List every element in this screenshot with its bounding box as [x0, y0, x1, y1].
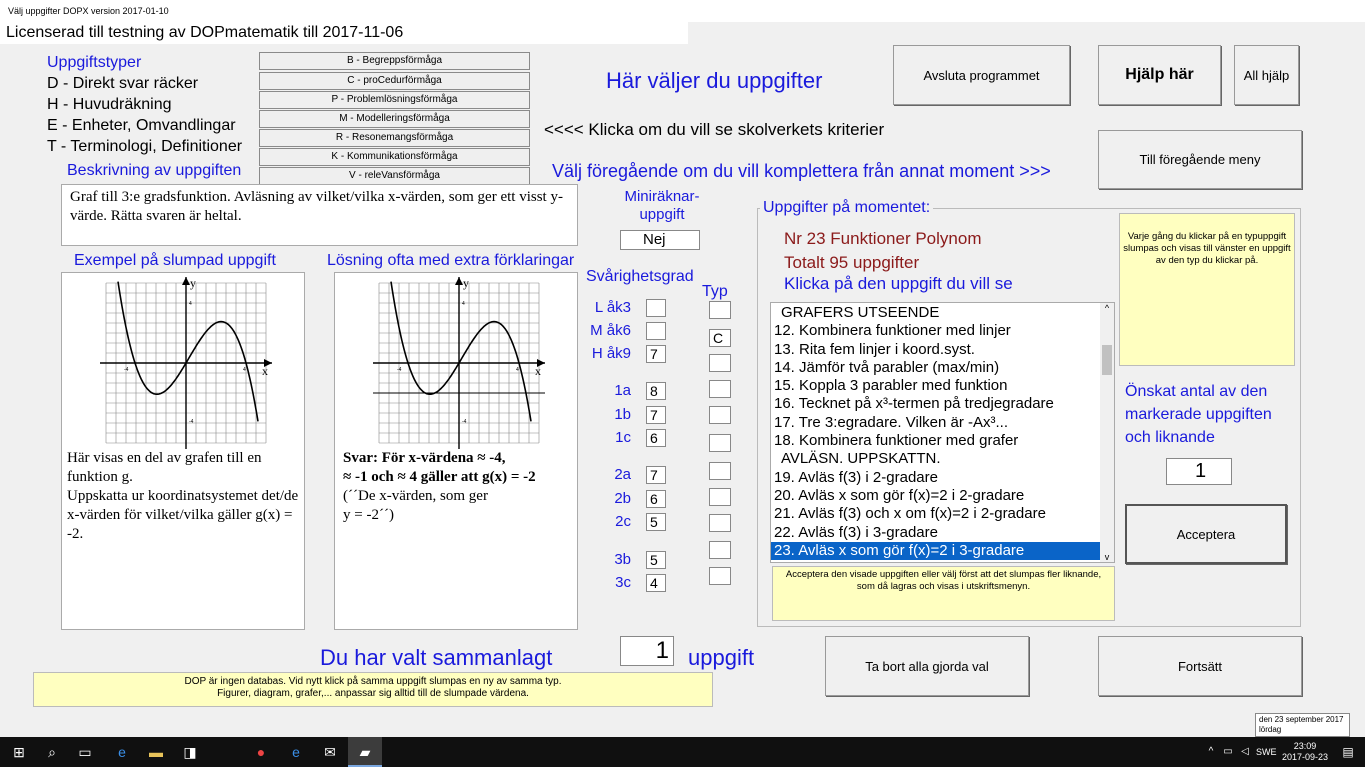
task-list-item[interactable]: GRAFERS UTSEENDE [781, 304, 940, 321]
task-list-item[interactable]: 19. Avläs f(3) i 2-gradare [774, 468, 938, 486]
type-t: T - Terminologi, Definitioner [47, 138, 243, 155]
tooltip-line-2: lördag [1259, 725, 1282, 734]
type-heading: Typ [702, 283, 728, 300]
task-list-item[interactable]: 18. Kombinera funktioner med grafer [774, 432, 1019, 450]
difficulty-level-label: M åk6 [590, 322, 631, 339]
svg-text:4: 4 [243, 367, 246, 373]
task-list-item[interactable]: 21. Avläs f(3) och x om f(x)=2 i 2-gradare [774, 505, 1046, 523]
type-input[interactable]: C [709, 329, 731, 347]
type-input[interactable] [709, 567, 731, 585]
svg-text:-4: -4 [462, 419, 467, 425]
solution-text [343, 449, 575, 525]
total-unit: uppgift [688, 645, 755, 670]
scroll-thumb[interactable] [1102, 345, 1112, 375]
date-tooltip [1255, 713, 1350, 737]
criteria-button-v[interactable]: V - releVansförmåga [259, 167, 530, 185]
notification-icon[interactable]: ▤ [1342, 745, 1354, 759]
type-input[interactable] [709, 514, 731, 532]
taskbar [0, 737, 1365, 767]
accept-info: Acceptera den visade uppgiften eller välj först att det slumpas fler liknande, som då lagras och visas i utskriftsmenyn. [772, 566, 1115, 621]
all-help-button[interactable]: All hjälp [1234, 45, 1299, 105]
help-button[interactable]: Hjälp här [1098, 45, 1221, 105]
task-list-scrollbar[interactable] [1100, 303, 1114, 562]
type-d: D - Direkt svar räcker [47, 75, 199, 92]
store-icon[interactable]: ◨ [183, 744, 197, 760]
window-title: Välj uppgifter DOPX version 2017-01-10 [8, 6, 169, 16]
solution-text-3: (´´De x-värden, som ger [343, 488, 488, 504]
svg-text:-4: -4 [124, 367, 129, 373]
total-label: Du har valt sammanlagt [320, 645, 553, 670]
clock-time: 23:09 [1293, 741, 1317, 751]
difficulty-level-input[interactable] [646, 322, 666, 340]
svg-text:x: x [535, 364, 541, 378]
solution-text-1: För x-värdena ≈ -4, [378, 450, 506, 466]
difficulty-row-input[interactable]: 6 [646, 429, 666, 447]
task-list-item[interactable]: 20. Avläs x som gör f(x)=2 i 2-gradare [774, 486, 1025, 504]
remove-all-button[interactable]: Ta bort alla gjorda val [825, 636, 1029, 696]
task-list-item[interactable]: 23. Avläs x som gör f(x)=2 i 3-gradare [771, 542, 1101, 560]
x-axis-label: x [262, 364, 268, 378]
svg-text:4: 4 [516, 367, 519, 373]
difficulty-heading: Svårighetsgrad [586, 268, 694, 285]
svg-text:-4: -4 [189, 419, 194, 425]
difficulty-row-input[interactable]: 5 [646, 513, 666, 531]
task-list-item[interactable]: 17. Tre 3:egradare. Vilken är -Ax³... [774, 413, 1009, 431]
difficulty-row-label: 1b [614, 406, 631, 423]
difficulty-row-label: 2b [614, 490, 631, 507]
difficulty-row-label: 2a [614, 466, 631, 483]
volume-icon[interactable]: ◁ [1241, 746, 1249, 757]
quit-button[interactable]: Avsluta programmet [893, 45, 1070, 105]
task-list-item[interactable]: 12. Kombinera funktioner med linjer [774, 322, 1011, 340]
main-title: Här väljer du uppgifter [606, 68, 823, 93]
example-text-2: Uppskatta ur koordinatsystemet det/de x-värden för vilket/vilka gäller g(x) = -2. [67, 488, 299, 542]
footer-note [33, 672, 713, 707]
continue-button[interactable]: Fortsätt [1098, 636, 1302, 696]
criteria-button-k[interactable]: K - Kommunikationsförmåga [259, 148, 530, 166]
type-input[interactable] [709, 380, 731, 398]
description-text [61, 184, 578, 246]
solution-graph [371, 275, 547, 451]
scroll-up-icon[interactable]: ^ [1104, 303, 1110, 313]
search-icon[interactable]: ⌕ [48, 744, 56, 760]
prev-menu-button[interactable]: Till föregående meny [1098, 130, 1302, 189]
language-indicator[interactable]: SWE [1256, 747, 1277, 757]
solution-text-4: y = -2´´) [343, 507, 394, 523]
type-input[interactable] [709, 488, 731, 506]
clock[interactable] [1280, 741, 1330, 763]
tooltip-line-1: den 23 september 2017 [1259, 715, 1344, 724]
difficulty-level-label: L åk3 [594, 299, 631, 316]
svg-text:4: 4 [462, 301, 465, 307]
task-types [47, 52, 242, 157]
edge-browser-icon[interactable]: e [118, 744, 126, 760]
amount-input[interactable]: 1 [1166, 458, 1232, 485]
difficulty-row-label: 3c [615, 574, 631, 591]
type-h: H - Huvudräkning [47, 96, 172, 113]
type-input[interactable] [709, 462, 731, 480]
criteria-button-b[interactable]: B - Begreppsförmåga [259, 52, 530, 70]
task-list-item[interactable]: 16. Tecknet på x³-termen på tredjegradare [774, 395, 1054, 413]
ie-browser-icon[interactable]: e [292, 744, 300, 760]
difficulty-row-input[interactable]: 4 [646, 574, 666, 592]
description-body: Graf till 3:e gradsfunktion. Avläsning av vilket/vilka x-värden, som ger ett visst y-värde. Rätta svaren är heltal. [70, 189, 563, 224]
info-box: Varje gång du klickar på en typuppgift slumpas och visas till vänster en uppgift av den typ du klickar på. [1119, 213, 1295, 366]
svg-text:y: y [463, 276, 469, 290]
amount-label: Önskat antal av den markerade uppgiften och liknande [1125, 383, 1272, 446]
svg-text:-4: -4 [397, 367, 402, 373]
solution-panel [334, 272, 578, 630]
solution-text-2: ≈ -1 och ≈ 4 gäller att g(x) = -2 [343, 469, 536, 485]
example-heading: Exempel på slumpad uppgift [74, 252, 276, 269]
difficulty-row-label: 1a [614, 382, 631, 399]
footer-note-2: Figurer, diagram, grafer,... anpassar sig alltid till de slumpade värdena. [217, 688, 529, 699]
criteria-hint: <<<< Klicka om du vill se skolverkets kriterier [544, 120, 885, 139]
type-input[interactable] [709, 406, 731, 424]
windows-start-icon[interactable]: ⊞ [13, 744, 25, 760]
tray-chevron-icon[interactable]: ^ [1208, 746, 1214, 757]
example-panel [61, 272, 305, 630]
chrome-icon[interactable]: ● [256, 744, 266, 760]
task-types-heading: Uppgiftstyper [47, 54, 142, 71]
task-list-item[interactable]: 13. Rita fem linjer i koord.syst. [774, 340, 975, 358]
difficulty-row-label: 3b [614, 551, 631, 568]
example-text-1: Här visas en del av grafen till en funktion g. [67, 450, 262, 485]
title-bar [0, 0, 1365, 22]
task-view-icon[interactable]: ▭ [78, 744, 92, 760]
svg-text:4: 4 [189, 301, 192, 307]
difficulty-row-input[interactable]: 7 [646, 466, 666, 484]
example-graph [98, 275, 274, 451]
moment-click-hint: Klicka på den uppgift du vill se [784, 274, 1013, 293]
criteria-button-c[interactable]: C - proCedurförmåga [259, 72, 530, 90]
moment-name: Nr 23 Funktioner Polynom [784, 229, 982, 248]
difficulty-row-input[interactable]: 6 [646, 490, 666, 508]
criteria-button-m[interactable]: M - Modelleringsförmåga [259, 110, 530, 128]
type-e: E - Enheter, Omvandlingar [47, 117, 236, 134]
dopx-app-taskbar-item[interactable] [348, 737, 382, 767]
difficulty-level-input[interactable]: 7 [646, 345, 666, 363]
file-explorer-icon[interactable]: ▬ [149, 744, 163, 760]
task-list-item[interactable]: 22. Avläs f(3) i 3-gradare [774, 523, 938, 541]
network-icon[interactable]: ▭ [1223, 746, 1233, 757]
footer-note-1: DOP är ingen databas. Vid nytt klick på samma uppgift slumpas en ny av samma typ. [184, 676, 562, 687]
solution-answer-label: Svar: [343, 450, 378, 466]
type-input[interactable] [709, 541, 731, 559]
clock-date: 2017-09-23 [1281, 752, 1329, 762]
difficulty-row-label: 2c [615, 513, 631, 530]
solution-heading: Lösning ofta med extra förklaringar [327, 252, 575, 269]
moment-group-title: Uppgifter på momentet: [760, 199, 933, 217]
task-list-item[interactable]: 15. Koppla 3 parabler med funktion [774, 377, 1008, 395]
task-list[interactable] [770, 302, 1115, 563]
scroll-down-icon[interactable]: v [1104, 552, 1110, 562]
type-input[interactable] [709, 301, 731, 319]
difficulty-level-label: H åk9 [591, 345, 631, 362]
description-heading: Beskrivning av uppgiften [67, 162, 242, 179]
type-input[interactable] [709, 434, 731, 452]
difficulty-level-input[interactable] [646, 299, 666, 317]
dopx-app-icon: ▰ [359, 744, 371, 760]
task-list-item[interactable]: 14. Jämför två parabler (max/min) [774, 358, 1000, 376]
task-list-item[interactable]: AVLÄSN. UPPSKATTN. [781, 450, 941, 468]
criteria-button-r[interactable]: R - Resonemangsförmåga [259, 129, 530, 147]
moment-total: Totalt 95 uppgifter [784, 253, 920, 272]
prev-hint: Välj föregående om du vill komplettera från annat moment >>> [552, 161, 1051, 181]
difficulty-row-input[interactable]: 7 [646, 406, 666, 424]
example-text [67, 449, 303, 544]
y-axis-label: y [190, 276, 196, 290]
difficulty-row-label: 1c [615, 429, 631, 446]
criteria-button-p[interactable]: P - Problemlösningsförmåga [259, 91, 530, 109]
total-value: 1 [620, 636, 674, 666]
difficulty-row-input[interactable]: 8 [646, 382, 666, 400]
license-text: Licenserad till testning av DOPmatematik till 2017-11-06 [0, 22, 688, 44]
type-input[interactable] [709, 354, 731, 372]
mail-icon[interactable]: ✉ [324, 744, 336, 760]
accept-button[interactable]: Acceptera [1125, 504, 1287, 564]
calculator-label: Miniräknar- uppgift [624, 188, 700, 223]
calculator-value[interactable]: Nej [620, 230, 700, 250]
difficulty-row-input[interactable]: 5 [646, 551, 666, 569]
